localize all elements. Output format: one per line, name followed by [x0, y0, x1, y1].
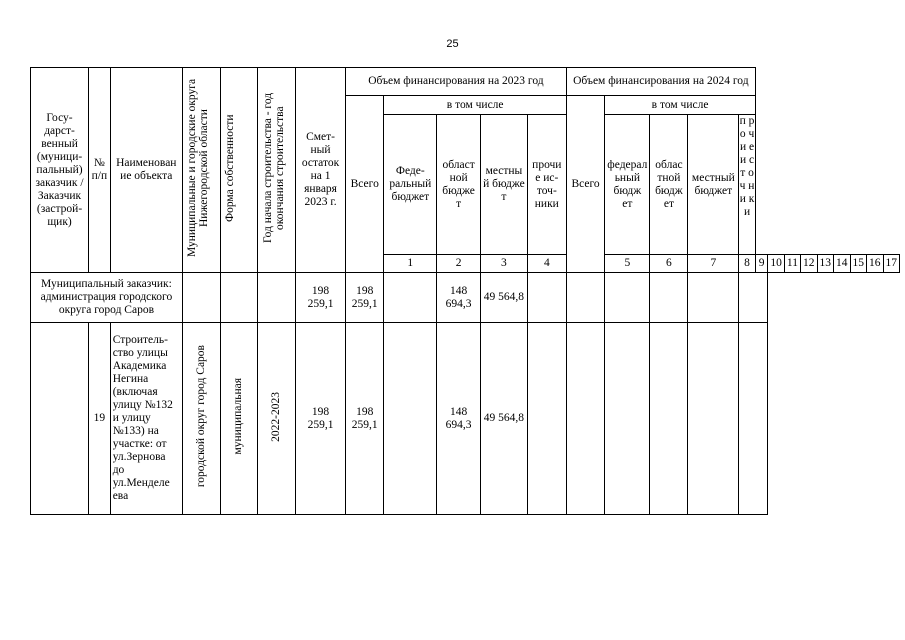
financing-table [30, 67, 905, 515]
item-customer [31, 323, 89, 515]
summary-cell [688, 273, 739, 323]
col-num: 11 [784, 255, 800, 273]
item-cell [688, 323, 739, 515]
item-cell [384, 323, 437, 515]
header-years: Год начала строительства - год окончания строительства [258, 68, 296, 273]
blank-edge [755, 96, 768, 115]
summary-cell [566, 273, 604, 323]
header-customer: Госу-дарст-венный (муници-пальный) заказчик / Заказчик (застрой-щик) [31, 68, 89, 273]
header-fin-2024: Объем финансирования на 2024 год [566, 68, 755, 96]
item-cell [739, 323, 768, 515]
page-number: 25 [446, 38, 459, 50]
col-num: 10 [768, 255, 785, 273]
header-other-2024: п р о ч и е и с т о ч н и к и [739, 115, 756, 255]
col-num: 2 [437, 255, 481, 273]
col-num: 1 [384, 255, 437, 273]
summary-cell [650, 273, 688, 323]
item-local-2023: 49 564,8 [481, 323, 528, 515]
col-num: 9 [755, 255, 768, 273]
summary-row [31, 273, 905, 323]
header-balance: Смет-ный остаток на 1 января 2023 г. [296, 68, 346, 273]
summary-cell [605, 273, 650, 323]
header-local-2024: местный бюджет [688, 115, 739, 255]
blank-edge [755, 115, 768, 255]
summary-cell [182, 273, 220, 323]
item-cell [650, 323, 688, 515]
summary-regional-2023: 148 694,3 [437, 273, 481, 323]
header-regional-2024: облас тной бюдж ет [650, 115, 688, 255]
col-num: 4 [527, 255, 566, 273]
header-regional-2023: област ной бюдже т [437, 115, 481, 255]
header-object-name: Наименован ие объекта [110, 68, 182, 273]
summary-balance: 198 259,1 [296, 273, 346, 323]
summary-cell [739, 273, 768, 323]
col-num: 8 [739, 255, 756, 273]
col-num: 17 [883, 255, 900, 273]
header-including-2023: в том числе [384, 96, 566, 115]
header-municipality: Муниципальные и городские округа Нижегородской области [182, 68, 220, 273]
col-num: 16 [867, 255, 884, 273]
item-years: 2022-2023 [258, 323, 296, 515]
header-num: № п/п [89, 68, 111, 273]
col-num: 13 [817, 255, 834, 273]
item-cell [605, 323, 650, 515]
item-ownership: муниципальная [220, 323, 257, 515]
item-cell [527, 323, 566, 515]
header-including-2024: в том числе [605, 96, 756, 115]
col-num: 5 [605, 255, 650, 273]
header-total-2024: Всего [566, 96, 604, 273]
summary-local-2023: 49 564,8 [481, 273, 528, 323]
col-num: 3 [481, 255, 528, 273]
col-num: 14 [834, 255, 851, 273]
col-num: 15 [850, 255, 867, 273]
item-municipality: городской округ город Саров [182, 323, 220, 515]
summary-label: Муниципальный заказчик: администрация городского округа город Саров [31, 273, 183, 323]
summary-cell [220, 273, 257, 323]
item-num: 19 [89, 323, 111, 515]
header-local-2023: местны й бюдже т [481, 115, 528, 255]
summary-cell [258, 273, 296, 323]
col-num: 6 [650, 255, 688, 273]
header-federal-2024: федерал ьный бюдж ет [605, 115, 650, 255]
item-regional-2023: 148 694,3 [437, 323, 481, 515]
blank-edge [755, 68, 768, 96]
summary-total-2023: 198 259,1 [346, 273, 384, 323]
table-row [31, 323, 905, 515]
blank-edge [900, 255, 905, 273]
summary-cell [384, 273, 437, 323]
summary-cell [527, 273, 566, 323]
header-federal-2023: Феде-ральный бюджет [384, 115, 437, 255]
item-cell [566, 323, 604, 515]
header-other-2023: прочи е ис-точ-ники [527, 115, 566, 255]
col-num: 12 [801, 255, 818, 273]
col-num: 7 [688, 255, 739, 273]
item-total-2023: 198 259,1 [346, 323, 384, 515]
item-balance: 198 259,1 [296, 323, 346, 515]
header-total-2023: Всего [346, 96, 384, 273]
item-object-name: Строитель-ство улицы Академика Негина (включая улицу №132 и улицу №133) на участке: от ул.Зернова до ул.Менделе ева [110, 323, 182, 515]
header-ownership: Форма собственности [220, 68, 257, 273]
header-fin-2023: Объем финансирования на 2023 год [346, 68, 567, 96]
